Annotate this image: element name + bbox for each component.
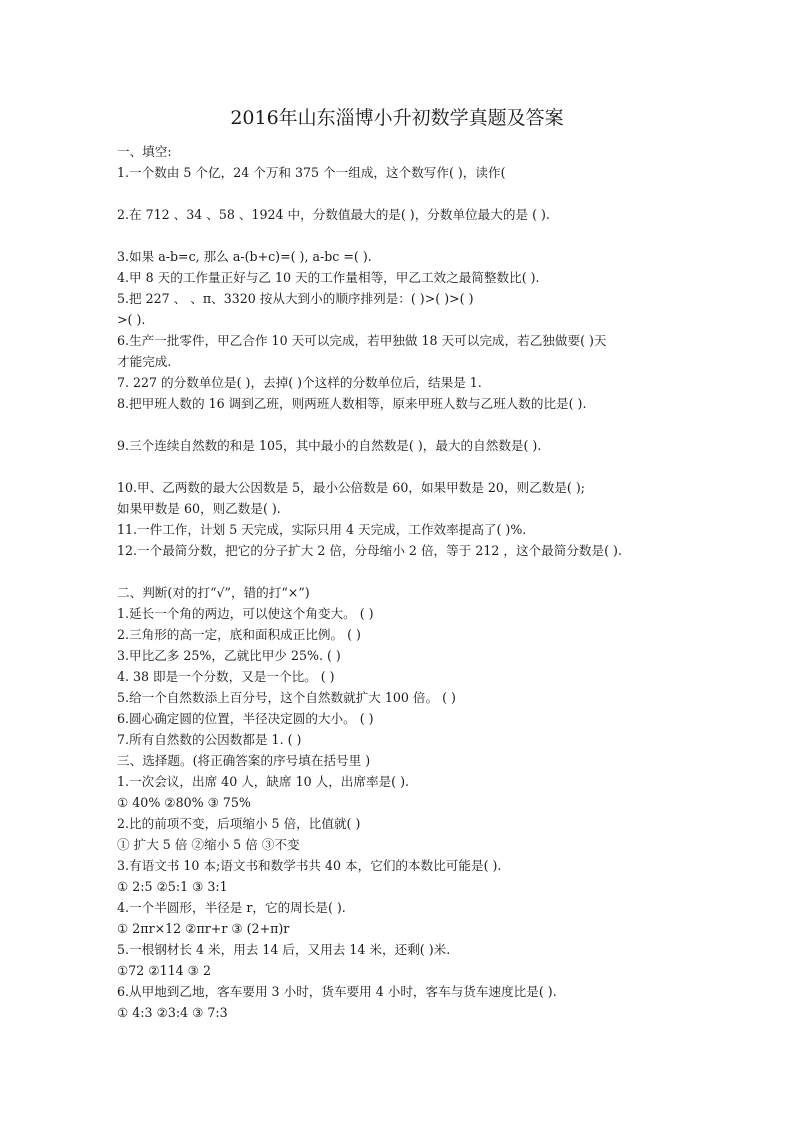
blank-line — [117, 456, 717, 477]
text-line: 4.一个半圆形，半径是 r，它的周长是( ). — [117, 900, 346, 915]
text-line: 3.甲比乙多 25%，乙就比甲少 25%. ( ) — [117, 648, 341, 663]
text-line: ① 2πr×12 ②πr+r ③ (2+π)r — [117, 921, 290, 936]
text-line: 12.一个最简分数，把它的分子扩大 2 倍，分母缩小 2 倍，等于 212 ，这个最简分数是( ). — [117, 543, 622, 558]
text-line: 一、填空: — [117, 144, 172, 159]
text-line: 5.把 227 、 、π、3320 按从大到小的顺序排列是：( )>( )>( ) — [117, 291, 474, 306]
text-line: 1.一个数由 5 个亿，24 个万和 375 个一组成，这个数写作( )，读作( — [117, 165, 506, 180]
text-line: ① 40% ②80% ③ 75% — [117, 795, 251, 810]
text-line: 3.有语文书 10 本;语文书和数学书共 40 本，它们的本数比可能是( ). — [117, 858, 502, 873]
document-title: 2016年山东淄博小升初数学真题及答案 — [230, 107, 564, 129]
text-line: 7.所有自然数的公因数都是 1. ( ) — [117, 732, 302, 747]
text-line: 6.从甲地到乙地，客车要用 3 小时，货车要用 4 小时，客车与货车速度比是( ). — [117, 984, 557, 999]
text-line: 2.三角形的高一定，底和面积成正比例。 ( ) — [117, 627, 361, 642]
text-line: 5.给一个自然数添上百分号，这个自然数就扩大 100 倍。 ( ) — [117, 690, 456, 705]
blank-line — [117, 225, 717, 246]
text-line: >( ). — [117, 312, 146, 327]
text-line: 3.如果 a-b=c, 那么 a-(b+c)=( ), a-bc =( ). — [117, 249, 372, 264]
question-list — [117, 141, 717, 1023]
text-line: ① 扩大 5 倍 ②缩小 5 倍 ③不变 — [117, 837, 300, 852]
text-line: 1.一次会议，出席 40 人，缺席 10 人，出席率是( ). — [117, 774, 410, 789]
text-line: ①72 ②114 ③ 2 — [117, 963, 211, 978]
blank-line — [117, 183, 717, 204]
text-line: 6.生产一批零件，甲乙合作 10 天可以完成，若甲独做 18 天可以完成，若乙独做要( )天 — [117, 333, 607, 348]
blank-line — [117, 414, 717, 435]
text-line: 三、选择题。(将正确答案的序号填在括号里 ) — [117, 753, 371, 768]
text-line: 9.三个连续自然数的和是 105，其中最小的自然数是( )，最大的自然数是( ). — [117, 438, 542, 453]
text-line: 6.圆心确定圆的位置，半径决定圆的大小。 ( ) — [117, 711, 374, 726]
text-line: 10.甲、乙两数的最大公因数是 5，最小公倍数是 60，如果甲数是 20，则乙数是( ); — [117, 480, 585, 495]
text-line: 8.把甲班人数的 16 调到乙班，则两班人数相等，原来甲班人数与乙班人数的比是( ). — [117, 396, 587, 411]
text-line: 5.一根钢材长 4 米，用去 14 后，又用去 14 米，还剩( )米. — [117, 942, 451, 957]
text-line: 2.在 712 、34 、58 、1924 中，分数值最大的是( )，分数单位最大的是 ( ). — [117, 207, 550, 222]
text-line: 4.甲 8 天的工作量正好与乙 10 天的工作量相等，甲乙工效之最简整数比( ). — [117, 270, 540, 285]
text-line: 7. 227 的分数单位是( )，去掉( )个这样的分数单位后，结果是 1. — [117, 375, 482, 390]
text-line: 如果甲数是 60，则乙数是( ). — [117, 501, 281, 516]
text-line: ① 4:3 ②3:4 ③ 7:3 — [117, 1005, 228, 1020]
text-line: 4. 38 即是一个分数，又是一个比。 ( ) — [117, 669, 335, 684]
blank-line — [117, 561, 717, 582]
text-line: 二、判断(对的打“√”，错的打“×”) — [117, 585, 310, 600]
text-line: 2.比的前项不变，后项缩小 5 倍，比值就( ) — [117, 816, 361, 831]
text-line: ① 2:5 ②5:1 ③ 3:1 — [117, 879, 228, 894]
text-line: 才能完成. — [117, 354, 172, 369]
text-line: 11.一件工作，计划 5 天完成，实际只用 4 天完成，工作效率提高了( )%. — [117, 522, 527, 537]
text-line: 1.延长一个角的两边，可以使这个角变大。 ( ) — [117, 606, 374, 621]
